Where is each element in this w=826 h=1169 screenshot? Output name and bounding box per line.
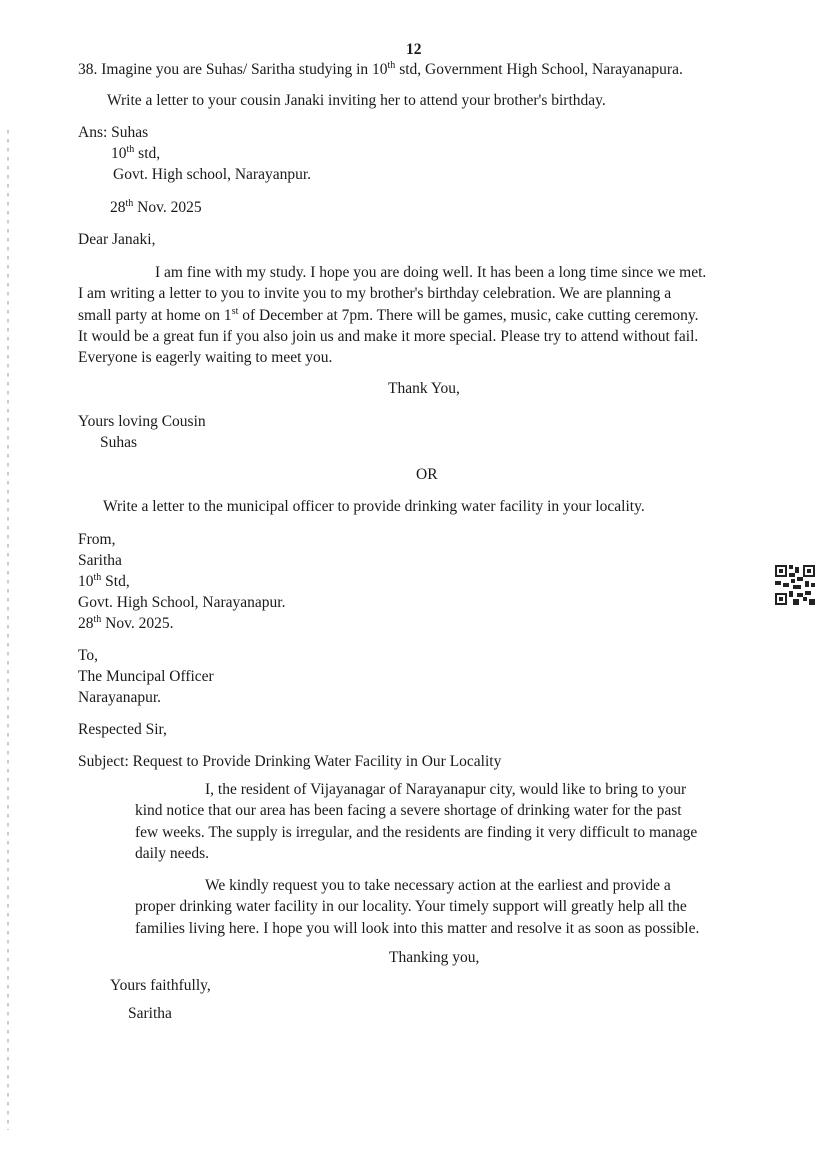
- letter2-para-2: [135, 875, 768, 939]
- letter2-body-line: daily needs.: [135, 844, 210, 862]
- letter2-body-line: kind notice that our area has been facing a severe shortage of drinking water for the past: [135, 802, 682, 820]
- letter2-salutation: Respected Sir,: [78, 721, 167, 738]
- letter2-subject: Subject: Request to Provide Drinking Water Facility in Our Locality: [78, 753, 502, 770]
- task-1: Write a letter to your cousin Janaki inviting her to attend your brother's birthday.: [107, 92, 606, 109]
- scan-margin-dots: [7, 130, 9, 1130]
- letter2-body-line: I, the resident of Vijayanagar of Narayanapur city, would like to bring to your: [205, 781, 687, 798]
- or-separator: OR: [416, 466, 438, 483]
- letter2-body-line: families living here. I hope you will look into this matter and resolve it as soon as possible.: [135, 919, 700, 937]
- letter1-thanks: Thank You,: [388, 380, 460, 397]
- letter1-body-line: It would be a great fun if you also join us and make it more special. Please try to attend without fail.: [78, 327, 699, 345]
- from-name: Saritha: [78, 552, 122, 569]
- letter2-signature: Saritha: [128, 1005, 172, 1022]
- to-title: The Muncipal Officer: [78, 668, 214, 685]
- letter2-body-line: proper drinking water facility in our locality. Your timely support will greatly help all the: [135, 898, 687, 916]
- letter2-closing: Yours faithfully,: [110, 977, 211, 994]
- letter1-body: [78, 262, 773, 368]
- task-2: Write a letter to the municipal officer to provide drinking water facility in your locality.: [103, 498, 645, 515]
- letter1-body-line: small party at home on 1st of December at 7pm. There will be games, music, cake cutting ceremony.: [78, 305, 699, 324]
- ans-label: Ans: Suhas: [78, 124, 149, 141]
- letter1-body-line: I am writing a letter to you to invite you to my brother's birthday celebration. We are planning a: [78, 285, 672, 303]
- letter2-body-line: few weeks. The supply is irregular, and the residents are finding it very difficult to manage: [135, 823, 698, 841]
- qr-code-icon: [775, 565, 815, 605]
- letter1-body-line: Everyone is eagerly waiting to meet you.: [78, 349, 333, 367]
- letter1-salutation: Dear Janaki,: [78, 231, 156, 248]
- letter2-thanks: Thanking you,: [389, 949, 480, 966]
- from-label: From,: [78, 531, 116, 548]
- from-school: Govt. High School, Narayanapur.: [78, 594, 286, 611]
- letter2-para-1: [135, 779, 768, 864]
- question-intro: 38. Imagine you are Suhas/ Saritha studying in 10th std, Government High School, Narayanapura.: [78, 60, 683, 78]
- letter1-signature: Suhas: [100, 434, 138, 451]
- letter1-date: 28th Nov. 2025: [110, 198, 202, 216]
- to-place: Narayanapur.: [78, 689, 162, 706]
- letter2-body-line: We kindly request you to take necessary action at the earliest and provide a: [205, 877, 671, 894]
- to-label: To,: [78, 647, 99, 664]
- letter1-class: 10th std,: [111, 144, 161, 162]
- page-number: 12: [406, 41, 422, 58]
- from-class: 10th Std,: [78, 572, 130, 590]
- letter1-school: Govt. High school, Narayanpur.: [113, 166, 312, 183]
- question-number: 38.: [78, 61, 98, 78]
- letter1-closing: Yours loving Cousin: [78, 413, 206, 430]
- letter2-date: 28th Nov. 2025.: [78, 614, 174, 632]
- letter1-body-line: I am fine with my study. I hope you are doing well. It has been a long time since we met.: [155, 264, 707, 281]
